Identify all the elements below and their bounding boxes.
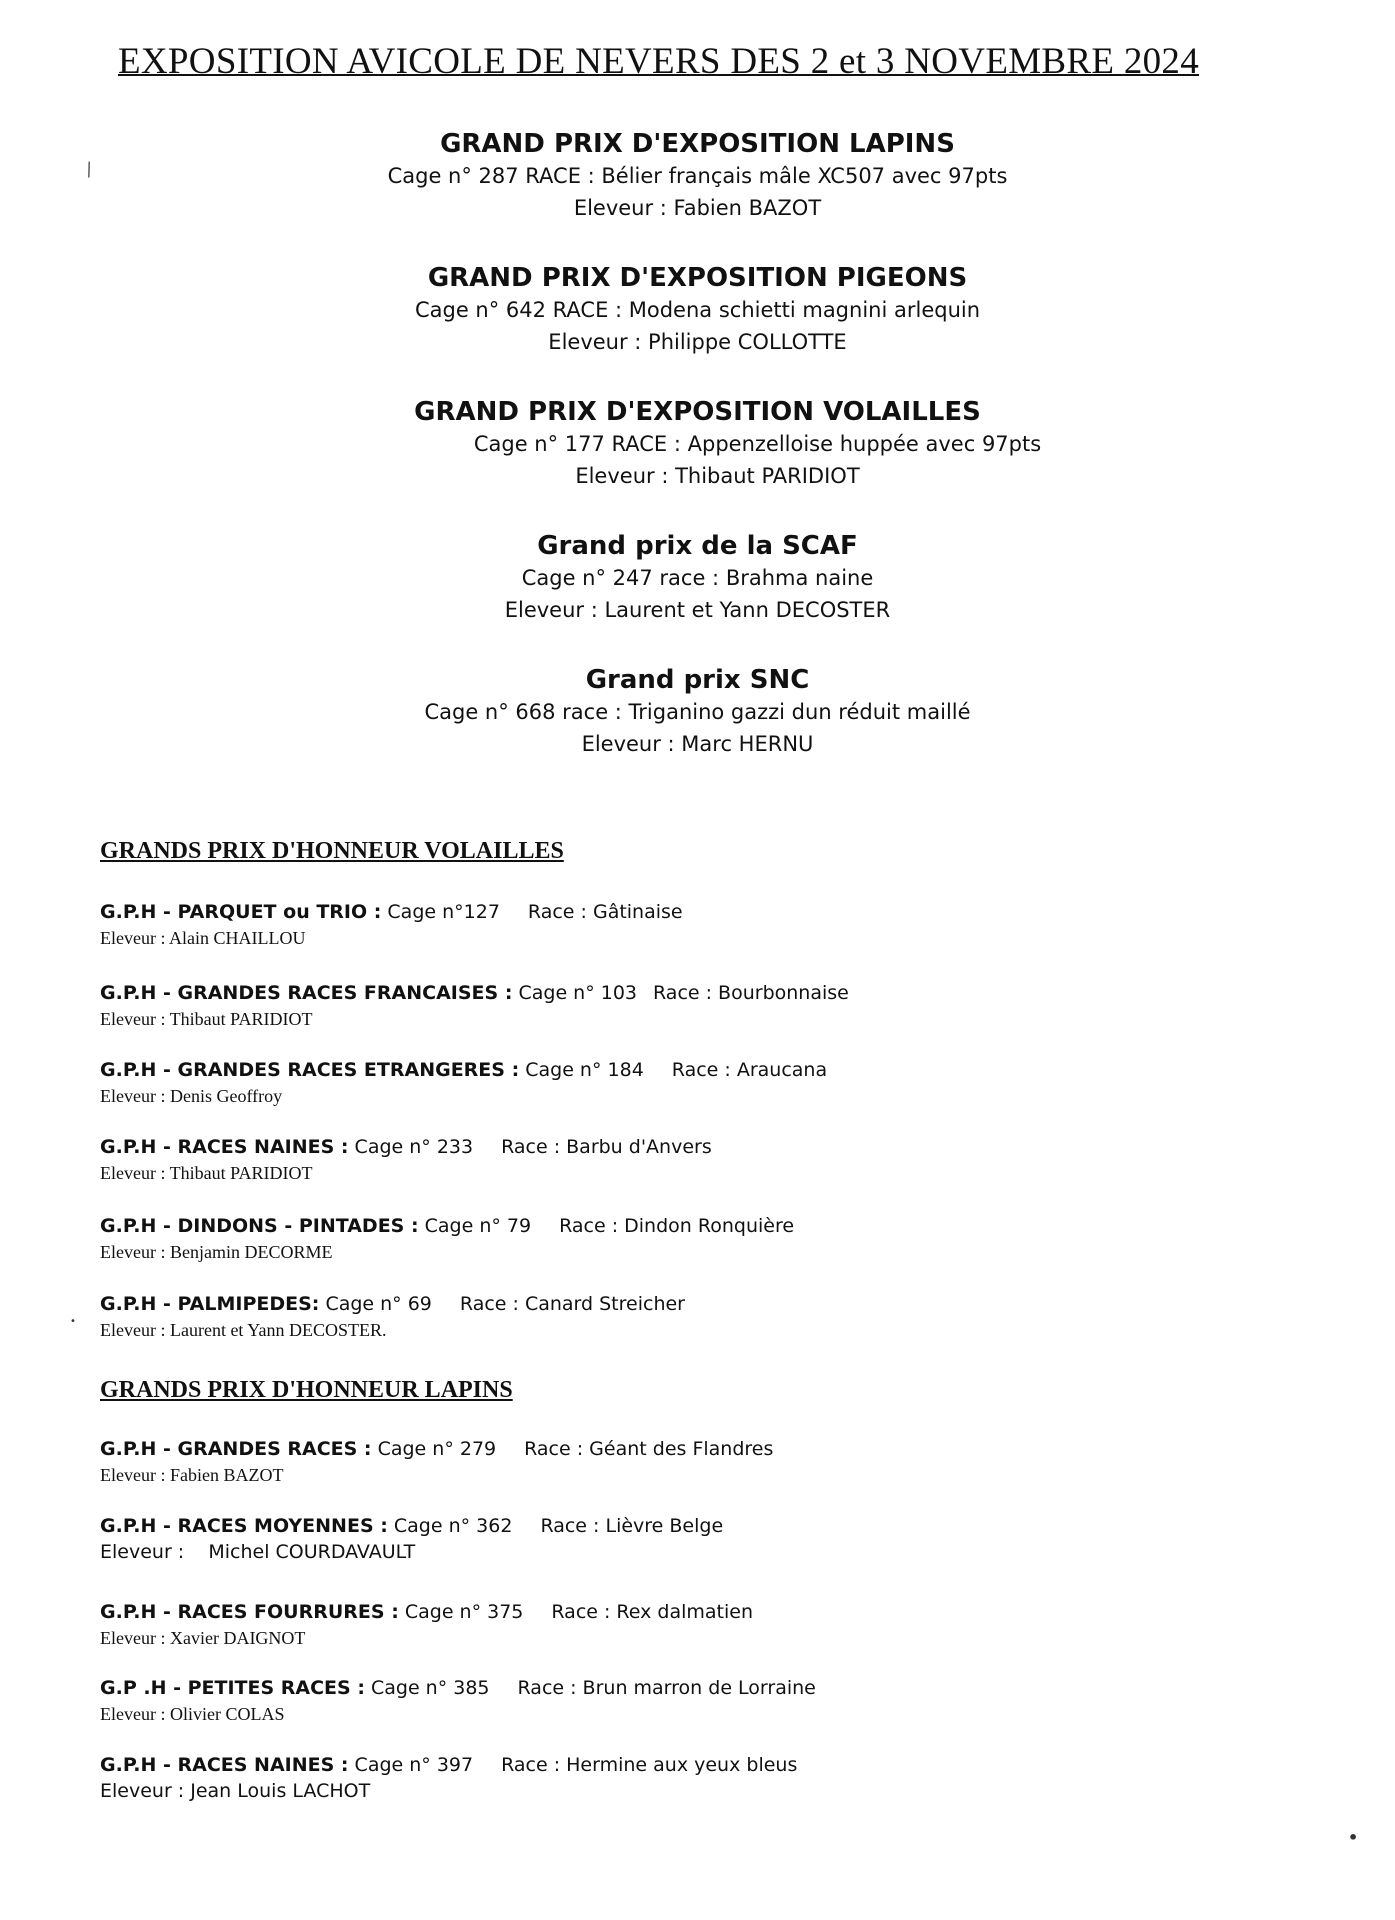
gph-category: G.P.H - GRANDES RACES FRANCAISES : [100, 982, 513, 1004]
gph-cage: Cage n° 385 [370, 1677, 490, 1699]
grand-prix-heading: GRAND PRIX D'EXPOSITION LAPINS [440, 129, 955, 159]
gph-category: G.P.H - RACES NAINES : [100, 1136, 349, 1158]
gph-eleveur: Eleveur : Xavier DAIGNOT [100, 1628, 306, 1648]
gph-category: G.P.H - RACES NAINES : [100, 1754, 349, 1776]
grand-prix-snc [0, 664, 1395, 760]
gph-race: Race : Dindon Ronquière [559, 1215, 795, 1237]
grand-prix-eleveur: Eleveur : Marc HERNU [581, 732, 814, 756]
gph-entry [100, 1435, 773, 1487]
gph-eleveur: Eleveur : Jean Louis LACHOT [100, 1780, 371, 1802]
gph-entry [100, 1212, 794, 1264]
grand-prix-scaf [0, 530, 1395, 626]
gph-cage: Cage n° 233 [354, 1136, 474, 1158]
gph-race: Race : Bourbonnaise [653, 982, 849, 1004]
grand-prix-cage-race: Cage n° 247 race : Brahma naine [521, 566, 874, 590]
grand-prix-heading: GRAND PRIX D'EXPOSITION PIGEONS [427, 263, 968, 293]
gph-race: Race : Lièvre Belge [540, 1515, 724, 1537]
gph-entry [100, 1598, 753, 1650]
grand-prix-heading: GRAND PRIX D'EXPOSITION VOLAILLES [414, 397, 981, 427]
gph-cage: Cage n° 69 [325, 1293, 432, 1315]
gph-eleveur: Eleveur : Denis Geoffroy [100, 1086, 283, 1106]
page-title: EXPOSITION AVICOLE DE NEVERS DES 2 et 3 NOVEMBRE 2024 [118, 41, 1200, 82]
scan-mark: • [1348, 1828, 1359, 1847]
grand-prix-pigeons [0, 262, 1395, 358]
gph-eleveur: Eleveur : Laurent et Yann DECOSTER. [100, 1320, 387, 1340]
grand-prix-cage-race: Cage n° 642 RACE : Modena schietti magnini arlequin [414, 298, 981, 322]
gph-category: G.P.H - PARQUET ou TRIO : [100, 901, 382, 923]
grand-prix-heading: Grand prix de la SCAF [537, 531, 858, 561]
gph-race: Race : Brun marron de Lorraine [517, 1677, 816, 1699]
grand-prix-cage-race: Cage n° 287 RACE : Bélier français mâle XC507 avec 97pts [387, 164, 1008, 188]
grand-prix-volailles [0, 396, 1395, 492]
grand-prix-eleveur: Eleveur : Philippe COLLOTTE [548, 330, 847, 354]
gph-category: G.P.H - DINDONS - PINTADES : [100, 1215, 419, 1237]
gph-cage: Cage n° 103 [518, 982, 638, 1004]
gph-cage: Cage n° 397 [354, 1754, 474, 1776]
gph-race: Race : Gâtinaise [527, 901, 683, 923]
grand-prix-cage-race: Cage n° 177 RACE : Appenzelloise huppée avec 97pts [473, 432, 1042, 456]
gph-entry [100, 1751, 797, 1803]
gph-eleveur: Eleveur : Thibaut PARIDIOT [100, 1009, 313, 1029]
gph-entry [100, 1056, 827, 1108]
gph-race: Race : Araucana [671, 1059, 828, 1081]
gph-eleveur: Eleveur : Alain CHAILLOU [100, 928, 306, 948]
gph-eleveur: Eleveur : Fabien BAZOT [100, 1465, 284, 1485]
gph-category: G.P .H - PETITES RACES : [100, 1677, 365, 1699]
gph-category: G.P.H - PALMIPEDES: [100, 1293, 320, 1315]
gph-race: Race : Rex dalmatien [551, 1601, 754, 1623]
grand-prix-cage-race: Cage n° 668 race : Triganino gazzi dun réduit maillé [424, 700, 971, 724]
gph-eleveur: Eleveur : Olivier COLAS [100, 1704, 285, 1724]
gph-eleveur: Eleveur : Thibaut PARIDIOT [100, 1163, 313, 1183]
gph-entry [100, 898, 683, 950]
gph-cage: Cage n° 375 [404, 1601, 524, 1623]
gph-race: Race : Barbu d'Anvers [501, 1136, 712, 1158]
section-heading-volailles: GRANDS PRIX D'HONNEUR VOLAILLES [100, 838, 564, 864]
grand-prix-eleveur: Eleveur : Laurent et Yann DECOSTER [504, 598, 891, 622]
gph-race: Race : Hermine aux yeux bleus [501, 1754, 798, 1776]
gph-category: G.P.H - GRANDES RACES ETRANGERES : [100, 1059, 520, 1081]
gph-entry [100, 1133, 712, 1185]
gph-eleveur: Eleveur : Michel COURDAVAULT [100, 1541, 416, 1563]
gph-category: G.P.H - GRANDES RACES : [100, 1438, 372, 1460]
gph-entry [100, 979, 849, 1031]
gph-entry [100, 1674, 816, 1726]
gph-cage: Cage n° 184 [525, 1059, 644, 1081]
gph-race: Race : Canard Streicher [459, 1293, 685, 1315]
gph-category: G.P.H - RACES MOYENNES : [100, 1515, 388, 1537]
grand-prix-heading: Grand prix SNC [585, 665, 810, 695]
gph-entry [100, 1512, 723, 1564]
gph-race: Race : Géant des Flandres [524, 1438, 774, 1460]
gph-cage: Cage n°127 [387, 901, 500, 923]
section-heading-lapins: GRANDS PRIX D'HONNEUR LAPINS [100, 1377, 513, 1403]
gph-category: G.P.H - RACES FOURRURES : [100, 1601, 399, 1623]
scan-mark: ⁄ [82, 160, 97, 181]
gph-entry [100, 1290, 685, 1342]
grand-prix-eleveur: Eleveur : Fabien BAZOT [573, 196, 822, 220]
scan-mark: • [70, 1316, 76, 1327]
gph-cage: Cage n° 79 [424, 1215, 532, 1237]
grand-prix-eleveur: Eleveur : Thibaut PARIDIOT [575, 464, 860, 488]
gph-cage: Cage n° 279 [377, 1438, 497, 1460]
gph-cage: Cage n° 362 [393, 1515, 513, 1537]
grand-prix-lapins [0, 128, 1395, 224]
gph-eleveur: Eleveur : Benjamin DECORME [100, 1242, 333, 1262]
